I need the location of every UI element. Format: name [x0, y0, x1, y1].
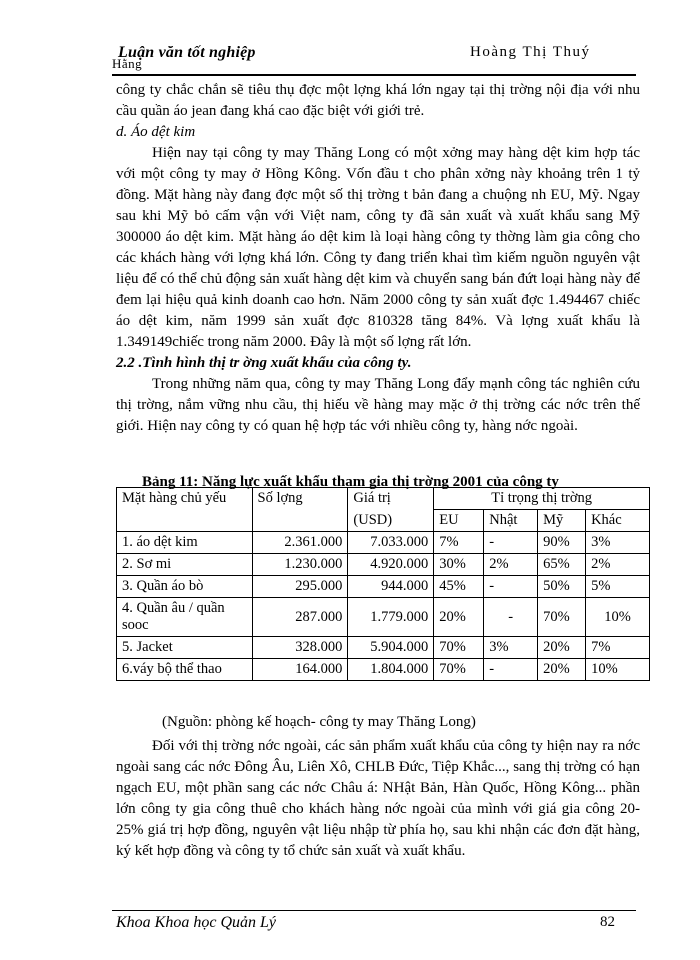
table-caption: Bảng 11: Năng lực xuất khẩu tham gia thị trờng 2001 của công ty	[142, 474, 559, 490]
paragraph-jean: công ty chắc chắn sẽ tiêu thụ đợc một lợng khá lớn ngay tại thị trờng nội địa với nhu cầu quần áo jean đang khá cao đặc biệt với giới trẻ.	[116, 82, 640, 119]
cell-value: 944.000	[348, 576, 434, 598]
running-header-title: Luận văn tốt nghiệp	[118, 44, 256, 61]
cell-product: 5. Jacket	[117, 637, 253, 659]
footer-faculty: Khoa Khoa học Quản Lý	[116, 914, 276, 931]
cell-product: 3. Quần áo bò	[117, 576, 253, 598]
cell-eu: 20%	[434, 598, 484, 637]
cell-value: 5.904.000	[348, 637, 434, 659]
cell-quantity: 287.000	[252, 598, 348, 637]
cell-japan: 3%	[484, 637, 538, 659]
lower-body	[116, 736, 640, 862]
header-japan: Nhật	[484, 510, 538, 532]
header-eu: EU	[434, 510, 484, 532]
paragraph-market-research: Trong những năm qua, công ty may Thăng Long đẩy mạnh công tác nghiên cứu thị trờng, nắm vững nhu cầu, thị hiếu về hàng may mặc ở thị trờng các nớc trên thế giới. Hiện nay công ty có quan hệ hợp tác với nhiều công ty, hàng nớc ngoài.	[116, 376, 640, 434]
cell-quantity: 328.000	[252, 637, 348, 659]
cell-eu: 70%	[434, 637, 484, 659]
header-quantity: Số lợng	[252, 488, 348, 532]
cell-other: 2%	[586, 554, 650, 576]
cell-eu: 30%	[434, 554, 484, 576]
cell-japan: -	[484, 598, 538, 637]
header-us: Mỹ	[538, 510, 586, 532]
paragraph-knitwear: Hiện nay tại công ty may Thăng Long có một xởng may hàng dệt kim hợp tác với một công ty may ở Hồng Kông. Vốn đầu t cho phân xởng này khoảng trên 1 tỷ đồng. Mặt hàng này đang đợc một số thị trờng t bản đang a chuộng nh EU, Mỹ. Ngay sau khi Mỹ bỏ cấm vận với Việt nam, công ty đã sản xuất và xuất khẩu sang Mỹ 300000 áo dệt kim. Mặt hàng áo dệt kim là loại hàng công ty thờng làm gia công cho các khách hàng với lợng khá lớn. Công ty đang triển khai tìm kiếm nguồn nguyên vật liệu để có thể chủ động sản xuất hàng dệt kim và chuyển sang bán đứt loại hàng này để đem lại hiệu quả kinh doanh cao hơn. Năm 2000 công ty sản xuất đợc 1.494467 chiếc áo dệt kim, năm 1999 sản xuất đợc 810328 tăng 84%. Và lợng xuất khẩu là 1.349149chiếc trong năm 2000. Đây là một số lợng rất lớn.	[116, 145, 640, 350]
cell-quantity: 2.361.000	[252, 532, 348, 554]
cell-japan: -	[484, 532, 538, 554]
cell-other: 10%	[586, 659, 650, 681]
cell-japan: -	[484, 576, 538, 598]
cell-eu: 45%	[434, 576, 484, 598]
cell-quantity: 164.000	[252, 659, 348, 681]
cell-other: 5%	[586, 576, 650, 598]
cell-us: 90%	[538, 532, 586, 554]
cell-quantity: 1.230.000	[252, 554, 348, 576]
cell-value: 7.033.000	[348, 532, 434, 554]
cell-product: 6.váy bộ thể thao	[117, 659, 253, 681]
subheading-knitwear: d. Áo dệt kim	[116, 124, 196, 140]
header-other: Khác	[586, 510, 650, 532]
header-rule	[112, 74, 636, 76]
cell-us: 50%	[538, 576, 586, 598]
cell-us: 65%	[538, 554, 586, 576]
cell-japan: 2%	[484, 554, 538, 576]
footer-rule	[112, 910, 636, 911]
cell-value: 4.920.000	[348, 554, 434, 576]
section-heading-2-2: 2.2 .Tình hình thị tr ờng xuất khẩu của công ty.	[116, 355, 412, 371]
table-row	[117, 576, 650, 598]
cell-us: 70%	[538, 598, 586, 637]
cell-us: 20%	[538, 637, 586, 659]
cell-us: 20%	[538, 659, 586, 681]
header-market-share: Tỉ trọng thị trờng	[434, 488, 650, 510]
running-header-author: Hoàng Thị Thuý	[470, 44, 591, 60]
cell-other: 10%	[586, 598, 650, 637]
export-capacity-table	[116, 487, 650, 681]
cell-other: 3%	[586, 532, 650, 554]
page-number: 82	[600, 914, 615, 930]
cell-japan: -	[484, 659, 538, 681]
paragraph-foreign-markets: Đối với thị trờng nớc ngoài, các sản phẩm xuất khẩu của công ty hiện nay ra nớc ngoài sang các nớc Đông Âu, Liên Xô, CHLB Đức, Tiệp Khắc..., sang thị trờng có hạn ngạch EU, một phần sang các nớc Châu á: NHật Bản, Hàn Quốc, Hồng Kông... phần lớn công ty gia công thuê cho khách hàng nớc ngoài của mình với giá gia công 20-25% giá trị hợp đồng, nguyên vật liệu nhập từ phía họ, sau khi nhận các đơn đặt hàng, ký kết hợp đồng và công ty tổ chức sản xuất và xuất khẩu.	[116, 738, 640, 859]
header-value-unit: (USD)	[348, 510, 434, 532]
table-row	[117, 554, 650, 576]
cell-other: 7%	[586, 637, 650, 659]
cell-product: 4. Quần âu / quần sooc	[117, 598, 253, 637]
table-row	[117, 637, 650, 659]
table-header-row	[117, 488, 650, 510]
cell-product: 1. áo dệt kim	[117, 532, 253, 554]
cell-value: 1.804.000	[348, 659, 434, 681]
header-value: Giá trị	[348, 488, 434, 510]
running-header-author-overflow: Hằng	[112, 56, 143, 71]
table-row	[117, 532, 650, 554]
header-product: Mặt hàng chủ yếu	[117, 488, 253, 532]
table-source-note: (Nguồn: phòng kế hoạch- công ty may Thăng Long)	[162, 714, 476, 730]
upper-body	[116, 80, 640, 437]
cell-quantity: 295.000	[252, 576, 348, 598]
cell-eu: 70%	[434, 659, 484, 681]
cell-product: 2. Sơ mi	[117, 554, 253, 576]
table-row	[117, 598, 650, 637]
cell-eu: 7%	[434, 532, 484, 554]
cell-value: 1.779.000	[348, 598, 434, 637]
table-row	[117, 659, 650, 681]
